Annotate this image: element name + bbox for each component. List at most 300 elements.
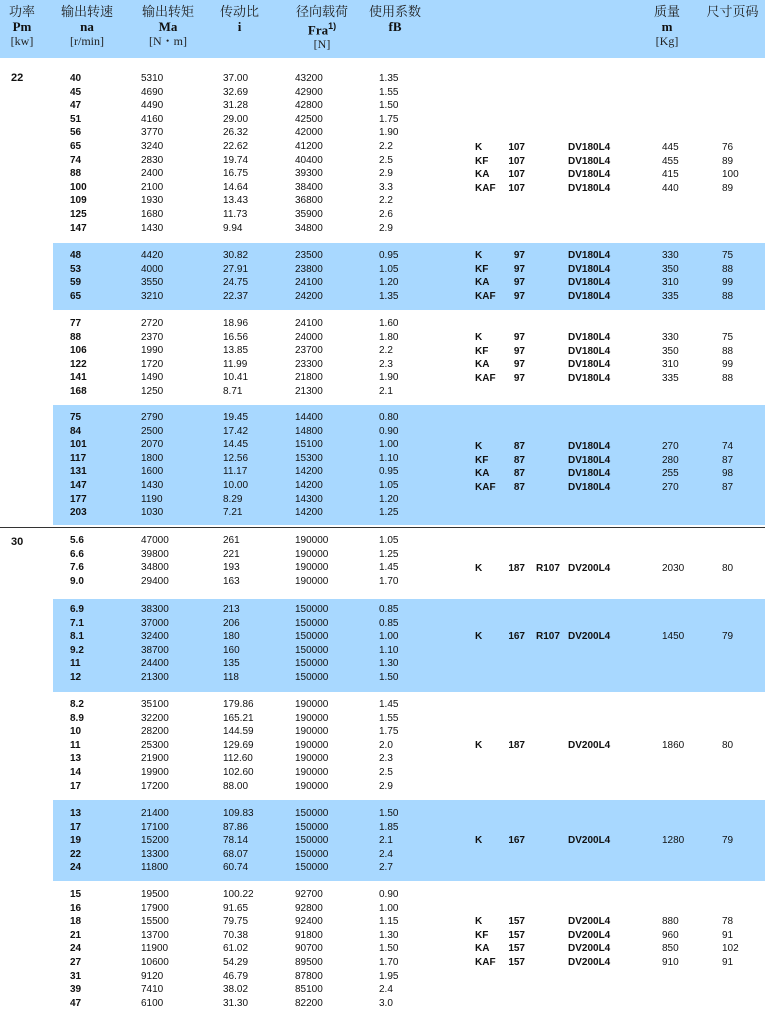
service-factor: 1.00: [379, 902, 399, 914]
ratio: 22.37: [223, 290, 249, 302]
motor-model: DV180L4: [568, 345, 611, 357]
radial-load: 24000: [295, 331, 323, 343]
service-factor: 0.90: [379, 889, 399, 900]
output-torque: 1430: [141, 480, 164, 491]
header-page-label: 尺寸页码: [706, 4, 759, 19]
header-power-unit: [kw]: [10, 34, 34, 48]
output-speed: 24: [70, 862, 82, 874]
output-torque: 4000: [141, 263, 164, 275]
output-torque: 17900: [141, 902, 169, 914]
service-factor: 1.35: [379, 73, 399, 84]
output-torque: 47000: [141, 535, 169, 546]
header-torque: [133, 4, 203, 49]
output-torque: 9120: [141, 970, 164, 982]
motor-model: DV180L4: [568, 263, 611, 275]
service-factor: 1.75: [379, 726, 399, 738]
output-torque: 13300: [141, 848, 169, 860]
output-torque: 1250: [141, 386, 164, 397]
ratio: 12.56: [223, 452, 249, 464]
header-radial-load: [282, 4, 362, 52]
output-torque: 1190: [141, 493, 163, 505]
input-reducer: R107: [536, 631, 560, 642]
output-torque: 4420: [141, 250, 164, 261]
mass: 335: [662, 290, 679, 302]
radial-load: 190000: [295, 780, 329, 792]
output-torque: 17200: [141, 780, 169, 792]
motor-model: DV180L4: [568, 372, 611, 384]
service-factor: 1.45: [379, 562, 399, 574]
output-speed: 13: [70, 808, 82, 819]
output-torque: 7410: [141, 984, 164, 996]
ratio: 10.00: [223, 480, 249, 491]
ratio: 193: [223, 562, 240, 574]
radial-load: 24200: [295, 290, 323, 302]
page-ref: 102: [722, 943, 739, 955]
radial-load: 90700: [295, 943, 323, 955]
output-torque: 2070: [141, 439, 164, 451]
service-factor: 1.10: [379, 452, 399, 464]
radial-load: 150000: [295, 631, 329, 643]
output-torque: 6100: [141, 997, 164, 1009]
output-speed: 131: [70, 466, 87, 478]
radial-load: 24100: [295, 277, 323, 289]
gear-type: K: [475, 916, 483, 927]
ratio: 22.62: [223, 141, 249, 152]
gear-type: KAF: [475, 481, 496, 493]
motor-model: DV200L4: [568, 943, 611, 955]
output-torque: 17100: [141, 821, 169, 833]
motor-model: DV180L4: [568, 155, 611, 167]
service-factor: 1.30: [379, 929, 399, 941]
service-factor: 0.90: [379, 425, 399, 437]
radial-load: 34800: [295, 222, 323, 234]
radial-load: 41200: [295, 141, 323, 152]
ratio: 19.74: [223, 154, 249, 166]
service-factor: 1.70: [379, 575, 399, 587]
radial-load: 150000: [295, 644, 329, 656]
gear-type: KF: [475, 345, 489, 357]
radial-load: 38400: [295, 181, 323, 193]
output-speed: 47: [70, 100, 82, 112]
gear-size: 97: [513, 359, 525, 371]
motor-model: DV180L4: [568, 182, 611, 194]
gear-size: 187: [508, 740, 525, 751]
gear-size: 167: [508, 631, 525, 642]
page-ref: 88: [722, 345, 734, 357]
motor-model: DV180L4: [568, 169, 611, 181]
ratio: 26.32: [223, 127, 249, 139]
ratio: 61.02: [223, 943, 249, 955]
page-ref: 74: [722, 441, 734, 452]
power-value: 30: [11, 536, 24, 548]
radial-load: 14200: [295, 466, 323, 478]
output-torque: 1990: [141, 345, 164, 357]
header-speed-label: 输出转速: [60, 4, 113, 19]
page-ref: 100: [722, 169, 739, 181]
radial-load: 190000: [295, 712, 329, 724]
gear-size: 107: [508, 169, 525, 181]
radial-load: 14200: [295, 480, 323, 491]
output-torque: 1800: [141, 452, 164, 464]
radial-load: 150000: [295, 617, 329, 629]
motor-model: DV200L4: [568, 563, 611, 574]
header-page: [700, 4, 765, 19]
radial-load: 15300: [295, 452, 323, 464]
ratio: 17.42: [223, 425, 249, 437]
output-torque: 38300: [141, 604, 169, 615]
ratio: 18.96: [223, 318, 249, 329]
output-speed: 8.1: [70, 631, 84, 643]
output-speed: 51: [70, 113, 82, 125]
ratio: 38.02: [223, 984, 249, 996]
ratio: 160: [223, 644, 240, 656]
output-speed: 65: [70, 290, 82, 302]
page-ref: 99: [722, 277, 734, 289]
header-speed-unit: [r/min]: [70, 34, 104, 48]
power-value: 22: [11, 72, 24, 84]
ratio: 8.29: [223, 493, 243, 505]
output-torque: 1430: [141, 222, 164, 234]
output-speed: 53: [70, 263, 82, 275]
output-torque: 1930: [141, 195, 164, 207]
output-torque: 24400: [141, 658, 169, 670]
output-speed: 11: [70, 658, 81, 670]
output-torque: 35100: [141, 699, 169, 710]
output-torque: 39800: [141, 548, 169, 560]
mass: 1860: [662, 740, 685, 751]
output-speed: 65: [70, 141, 82, 152]
gear-size: 97: [513, 263, 525, 275]
gear-size: 187: [508, 563, 525, 574]
motor-model: DV200L4: [568, 835, 611, 846]
output-torque: 21300: [141, 672, 169, 683]
gear-size: 97: [513, 345, 525, 357]
service-factor: 2.3: [379, 358, 393, 370]
output-torque: 38700: [141, 644, 169, 656]
service-factor: 1.95: [379, 970, 399, 982]
output-speed: 59: [70, 277, 82, 289]
output-speed: 21: [70, 929, 82, 941]
output-speed: 203: [70, 507, 87, 519]
service-factor: 2.3: [379, 753, 393, 765]
output-torque: 37000: [141, 617, 169, 629]
radial-load: 43200: [295, 73, 323, 84]
gear-size: 157: [508, 916, 525, 927]
header-torque-label: 输出转矩: [141, 4, 194, 19]
header-service-factor-label: 使用系数: [368, 4, 421, 19]
output-speed: 22: [70, 848, 82, 860]
service-factor: 2.9: [379, 780, 393, 792]
radial-load: 42800: [295, 100, 323, 112]
mass: 1450: [662, 631, 685, 642]
ratio: 13.43: [223, 195, 249, 207]
radial-load: 190000: [295, 575, 329, 587]
service-factor: 1.35: [379, 290, 399, 302]
output-torque: 2500: [141, 425, 164, 437]
mass: 350: [662, 263, 679, 275]
ratio: 179.86: [223, 699, 254, 710]
radial-load: 21800: [295, 372, 323, 384]
motor-model: DV180L4: [568, 277, 611, 289]
output-speed: 47: [70, 997, 82, 1009]
service-factor: 0.80: [379, 412, 399, 423]
output-torque: 25300: [141, 739, 169, 751]
gear-type: KA: [475, 359, 490, 371]
header-radial-load-label: 径向载荷: [295, 4, 348, 19]
ratio: 54.29: [223, 957, 249, 968]
ratio: 31.30: [223, 997, 249, 1009]
output-torque: 3550: [141, 277, 164, 289]
ratio: 27.91: [223, 263, 249, 275]
gear-type: KAF: [475, 290, 496, 302]
page-ref: 87: [722, 481, 734, 493]
output-speed: 109: [70, 195, 87, 207]
gear-type: KF: [475, 454, 489, 466]
service-factor: 1.05: [379, 535, 399, 546]
service-factor: 1.50: [379, 808, 399, 819]
service-factor: 2.9: [379, 168, 393, 180]
header-service-factor: [362, 4, 428, 34]
radial-load: 82200: [295, 997, 323, 1009]
radial-load: 190000: [295, 739, 329, 751]
motor-model: DV200L4: [568, 956, 611, 968]
output-speed: 12: [70, 672, 82, 683]
radial-load: 150000: [295, 862, 329, 874]
output-torque: 15500: [141, 916, 169, 928]
service-factor: 1.50: [379, 943, 399, 955]
service-factor: 1.75: [379, 113, 399, 125]
page-ref: 91: [722, 956, 734, 968]
gear-size: 157: [508, 929, 525, 941]
output-torque: 2100: [141, 181, 164, 193]
output-torque: 34800: [141, 562, 169, 574]
mass: 2030: [662, 563, 685, 574]
gear-size: 107: [508, 155, 525, 167]
gear-type: KA: [475, 277, 490, 289]
header-radial-load-symbol: Fra$^{1)}$: [307, 21, 337, 38]
header-ratio: [212, 4, 267, 34]
motor-model: DV180L4: [568, 468, 611, 480]
radial-load: 190000: [295, 699, 329, 710]
service-factor: 0.95: [379, 466, 399, 478]
ratio: 213: [223, 604, 240, 615]
output-speed: 74: [70, 154, 82, 166]
service-factor: 2.4: [379, 848, 393, 860]
gear-type: K: [475, 441, 483, 452]
output-torque: 32400: [141, 631, 169, 643]
output-torque: 3240: [141, 141, 164, 152]
motor-model: DV200L4: [568, 740, 611, 751]
ratio: 109.83: [223, 808, 254, 819]
output-speed: 9.0: [70, 575, 84, 587]
motor-model: DV180L4: [568, 332, 611, 343]
page-ref: 76: [722, 142, 734, 153]
header-mass-symbol: m: [661, 19, 673, 34]
service-factor: 2.1: [379, 386, 393, 397]
output-speed: 7.1: [70, 617, 84, 629]
ratio: 11.17: [223, 466, 248, 478]
mass: 270: [662, 441, 679, 452]
page-ref: 75: [722, 250, 734, 261]
output-speed: 101: [70, 439, 87, 451]
output-torque: 2370: [141, 331, 164, 343]
header-speed-symbol: na: [80, 19, 94, 34]
page-ref: 79: [722, 835, 734, 846]
output-speed: 141: [70, 372, 87, 384]
radial-load: 36800: [295, 195, 323, 207]
output-speed: 27: [70, 957, 82, 968]
ratio: 79.75: [223, 916, 249, 928]
ratio: 70.38: [223, 929, 249, 941]
radial-load: 150000: [295, 848, 329, 860]
output-speed: 100: [70, 181, 87, 193]
ratio: 14.64: [223, 181, 249, 193]
motor-model: DV200L4: [568, 929, 611, 941]
output-speed: 177: [70, 493, 87, 505]
ratio: 144.59: [223, 726, 254, 738]
radial-load: 150000: [295, 808, 329, 819]
ratio: 9.94: [223, 222, 243, 234]
output-speed: 40: [70, 73, 82, 84]
header-service-factor-symbol: fB: [388, 19, 402, 34]
gear-type: KAF: [475, 956, 496, 968]
output-speed: 77: [70, 318, 82, 329]
mass: 335: [662, 372, 679, 384]
service-factor: 1.50: [379, 672, 399, 683]
radial-load: 89500: [295, 957, 323, 968]
output-speed: 45: [70, 86, 82, 98]
gear-size: 87: [513, 468, 525, 480]
ratio: 206: [223, 617, 240, 629]
ratio: 8.71: [223, 386, 243, 397]
header-radial-load-unit: [N]: [313, 37, 331, 52]
output-torque: 2790: [141, 412, 164, 423]
gear-size: 97: [513, 250, 525, 261]
output-speed: 88: [70, 168, 82, 180]
service-factor: 1.05: [379, 263, 399, 275]
gear-size: 97: [513, 372, 525, 384]
radial-load: 14800: [295, 425, 323, 437]
motor-model: DV180L4: [568, 142, 611, 153]
header-mass-unit: [Kg]: [655, 34, 679, 48]
service-factor: 3.3: [379, 181, 393, 193]
service-factor: 2.9: [379, 222, 393, 234]
output-speed: 147: [70, 480, 87, 491]
output-speed: 17: [70, 780, 82, 792]
mass: 255: [662, 468, 679, 480]
motor-model: DV180L4: [568, 441, 611, 452]
mass: 445: [662, 142, 679, 153]
ratio: 68.07: [223, 848, 249, 860]
header-torque-unit: [N・m]: [149, 34, 187, 48]
radial-load: 190000: [295, 726, 329, 738]
radial-load: 24100: [295, 318, 323, 329]
radial-load: 190000: [295, 548, 329, 560]
ratio: 13.85: [223, 345, 249, 357]
output-speed: 117: [70, 452, 87, 464]
ratio: 10.41: [223, 372, 249, 384]
radial-load: 91800: [295, 929, 323, 941]
mass: 455: [662, 155, 679, 167]
output-torque: 28200: [141, 726, 169, 738]
ratio: 118: [223, 672, 239, 683]
service-factor: 1.90: [379, 127, 399, 139]
radial-load: 190000: [295, 562, 329, 574]
radial-load: 15100: [295, 439, 323, 451]
gear-size: 87: [513, 441, 525, 452]
ratio: 11.99: [223, 358, 248, 370]
output-speed: 56: [70, 127, 82, 139]
radial-load: 87800: [295, 970, 323, 982]
page-ref: 88: [722, 372, 734, 384]
radial-load: 21300: [295, 386, 323, 397]
mass: 415: [662, 169, 679, 181]
service-factor: 1.55: [379, 86, 399, 98]
radial-load: 190000: [295, 753, 329, 765]
radial-load: 92700: [295, 889, 323, 900]
mass: 310: [662, 359, 679, 371]
service-factor: 1.70: [379, 957, 399, 968]
ratio: 24.75: [223, 277, 249, 289]
ratio: 14.45: [223, 439, 249, 451]
mass: 310: [662, 277, 679, 289]
output-speed: 10: [70, 726, 82, 738]
gear-type: K: [475, 563, 483, 574]
output-torque: 2830: [141, 154, 164, 166]
ratio: 31.28: [223, 100, 249, 112]
ratio: 16.75: [223, 168, 249, 180]
output-torque: 1030: [141, 507, 164, 519]
gear-size: 87: [513, 454, 525, 466]
output-speed: 106: [70, 345, 87, 357]
gear-type: KA: [475, 169, 490, 181]
mass: 270: [662, 481, 679, 493]
service-factor: 2.2: [379, 345, 393, 357]
gear-type: K: [475, 332, 483, 343]
service-factor: 1.15: [379, 916, 399, 928]
service-factor: 1.30: [379, 658, 399, 670]
service-factor: 2.6: [379, 209, 393, 220]
radial-load: 39300: [295, 168, 323, 180]
ratio: 180: [223, 631, 240, 643]
ratio: 261: [223, 535, 240, 546]
output-speed: 75: [70, 412, 82, 423]
header-ratio-symbol: i: [237, 19, 242, 34]
mass: 440: [662, 182, 679, 194]
output-speed: 147: [70, 222, 87, 234]
service-factor: 1.05: [379, 480, 399, 491]
output-torque: 11800: [141, 862, 169, 874]
radial-load: 40400: [295, 154, 323, 166]
mass: 280: [662, 454, 679, 466]
motor-model: DV200L4: [568, 916, 611, 927]
motor-model: DV180L4: [568, 250, 611, 261]
output-speed: 84: [70, 425, 82, 437]
radial-load: 150000: [295, 835, 329, 847]
output-speed: 6.6: [70, 548, 84, 560]
header-speed: [52, 4, 122, 49]
output-torque: 15200: [141, 835, 169, 847]
service-factor: 1.90: [379, 372, 399, 384]
ratio: 60.74: [223, 862, 249, 874]
output-torque: 32200: [141, 712, 169, 724]
ratio: 30.82: [223, 250, 249, 261]
mass: 880: [662, 916, 679, 927]
service-factor: 2.2: [379, 141, 393, 152]
gear-type: KF: [475, 929, 489, 941]
ratio: 221: [223, 548, 240, 560]
gear-type: K: [475, 250, 483, 261]
